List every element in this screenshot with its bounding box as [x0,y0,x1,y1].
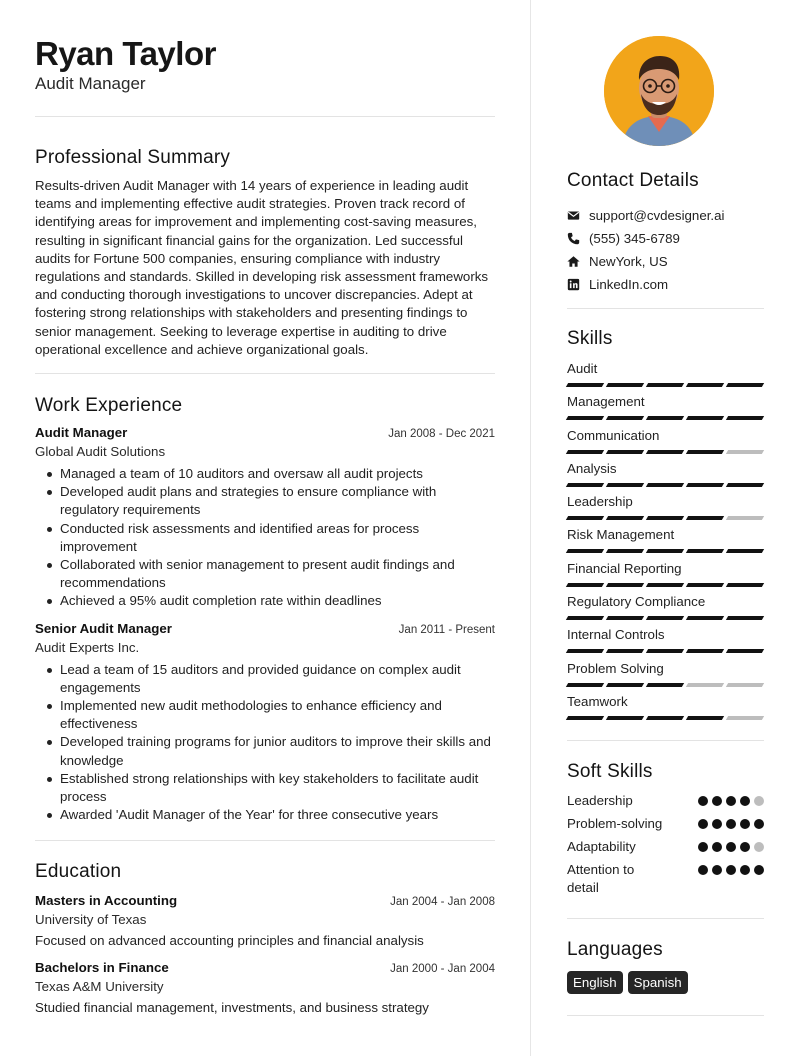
skills-heading: Skills [567,328,613,349]
divider [567,308,764,309]
degree-title: Masters in Accounting [35,893,178,909]
education-heading: Education [35,861,122,883]
skill-segment-filled [686,416,724,420]
profile-photo [604,36,714,146]
rating-dot-filled [712,819,722,829]
skill-segment-filled [726,549,764,553]
bullet-item: Awarded 'Audit Manager of the Year' for three consecutive years [35,806,495,824]
skill-segment-filled [646,716,684,720]
school-name: Texas A&M University [35,979,164,995]
skill-segment-filled [566,616,604,620]
soft-skills-heading: Soft Skills [567,761,653,782]
skill-segment-filled [606,516,644,520]
rating-dot-filled [740,865,750,875]
job-title: Senior Audit Manager [35,620,172,636]
contact-heading: Contact Details [567,170,699,191]
job-dates: Jan 2011 - Present [398,623,495,636]
skill-segment-filled [566,649,604,653]
skill-segment-empty [726,683,764,687]
avatar [604,36,714,146]
rating-dot-filled [712,865,722,875]
bullet-item: Lead a team of 15 auditors and provided guidance on complex audit engagements [35,661,495,697]
skill-item [567,527,764,560]
skill-segment-filled [606,716,644,720]
soft-skill-rating [698,838,764,852]
rating-dot-filled [698,819,708,829]
job-entry [35,621,495,825]
skill-name: Risk Management [567,527,675,543]
job-bullets [35,661,495,825]
rating-dot-filled [712,842,722,852]
skill-name: Regulatory Compliance [567,594,706,610]
divider [567,1015,764,1016]
skill-name: Internal Controls [567,627,665,643]
rating-dot-filled [740,819,750,829]
language-tag: Spanish [628,971,688,994]
contact-linkedin[interactable] [567,273,764,296]
skill-item [567,594,764,627]
main-column [35,36,495,1017]
skill-segment-filled [566,483,604,487]
soft-skill-item [567,838,764,856]
education-entry [35,893,495,950]
soft-skill-name: Adaptability [567,839,636,854]
contact-location [567,250,764,273]
column-divider [530,0,531,1056]
skill-level-bar [567,549,764,553]
skill-segment-filled [646,483,684,487]
envelope-icon [567,209,589,222]
skill-item [567,494,764,527]
rating-dot-filled [698,842,708,852]
soft-skill-name: Leadership [567,793,633,808]
skill-item [567,394,764,427]
soft-skill-rating [698,861,764,875]
skill-segment-filled [646,516,684,520]
skill-name: Teamwork [567,693,628,709]
skill-level-bar [567,583,764,587]
contact-list [567,204,764,296]
skill-segment-filled [606,383,644,387]
education-description: Studied financial management, investments, and business strategy [35,1000,429,1016]
skill-segment-filled [566,450,604,454]
skill-segment-filled [646,383,684,387]
skill-segment-filled [726,416,764,420]
skill-segment-filled [566,383,604,387]
skill-segment-filled [686,483,724,487]
skill-level-bar [567,383,764,387]
skill-segment-filled [566,716,604,720]
bullet-item: Conducted risk assessments and identified areas for process improvement [35,520,495,556]
skill-segment-filled [726,583,764,587]
rating-dot-empty [754,796,764,806]
skill-segment-filled [686,516,724,520]
linkedin-icon [567,278,589,291]
skill-segment-empty [726,516,764,520]
contact-phone[interactable] [567,227,764,250]
skill-segment-filled [606,549,644,553]
phone-icon [567,232,589,245]
skill-level-bar [567,683,764,687]
soft-skill-rating [698,792,764,806]
skill-segment-filled [606,683,644,687]
skill-name: Problem Solving [567,660,664,676]
job-title: Audit Manager [35,425,128,441]
bullet-item: Collaborated with senior management to present audit findings and recommendations [35,556,495,592]
bullet-item: Established strong relationships with key stakeholders to facilitate audit process [35,770,495,806]
skill-segment-filled [606,416,644,420]
summary-heading: Professional Summary [35,147,231,168]
skill-segment-filled [606,649,644,653]
skill-segment-empty [686,683,724,687]
skill-segment-filled [686,450,724,454]
skill-item [567,661,764,694]
rating-dot-filled [740,842,750,852]
education-dates: Jan 2004 - Jan 2008 [390,896,495,909]
bullet-item: Achieved a 95% audit completion rate within deadlines [35,592,495,610]
linkedin-text: LinkedIn.com [589,277,669,292]
skill-item [567,694,764,727]
skill-segment-filled [646,416,684,420]
languages-list [567,971,688,994]
rating-dot-filled [726,842,736,852]
skill-segment-filled [726,483,764,487]
skill-segment-filled [686,649,724,653]
job-dates: Jan 2008 - Dec 2021 [388,428,495,441]
email-text: support@cvdesigner.ai [589,208,725,223]
education-dates: Jan 2000 - Jan 2004 [390,963,495,976]
rating-dot-filled [698,865,708,875]
bullet-item: Developed training programs for junior auditors to improve their skills and knowledge [35,733,495,769]
skill-item [567,461,764,494]
bullet-item: Implemented new audit methodologies to enhance efficiency and effectiveness [35,697,495,733]
skill-item [567,561,764,594]
work-heading: Work Experience [35,395,183,417]
skill-name: Financial Reporting [567,560,682,576]
soft-skill-name: Problem-solving [567,816,663,831]
skill-item [567,361,764,394]
contact-email[interactable] [567,204,764,227]
skill-segment-filled [646,683,684,687]
school-name: University of Texas [35,912,147,928]
rating-dot-filled [712,796,722,806]
skill-segment-filled [726,383,764,387]
skill-segment-filled [606,450,644,454]
location-text: NewYork, US [589,254,668,269]
skill-level-bar [567,616,764,620]
skill-segment-filled [726,616,764,620]
rating-dot-empty [754,842,764,852]
candidate-title: Audit Manager [35,74,146,93]
divider [35,373,495,374]
skill-name: Audit [567,361,598,376]
skill-segment-filled [686,383,724,387]
skill-name: Analysis [567,460,617,476]
rating-dot-filled [726,819,736,829]
degree-title: Bachelors in Finance [35,960,169,976]
rating-dot-filled [754,819,764,829]
skill-segment-empty [726,450,764,454]
job-company: Audit Experts Inc. [35,639,140,655]
skill-segment-filled [646,549,684,553]
job-bullets [35,465,495,611]
divider [35,840,495,841]
skill-segment-filled [686,549,724,553]
soft-skills-list [567,792,764,902]
divider [567,918,764,919]
bullet-item: Managed a team of 10 auditors and oversaw all audit projects [35,465,495,483]
bullet-item: Developed audit plans and strategies to ensure compliance with regulatory requirements [35,483,495,519]
language-tag: English [567,971,623,994]
summary-text: Results-driven Audit Manager with 14 years of experience in leading audit teams and implementing effective audit strategies. Proven track record of identifying areas for improvement and implementing cost-saving measures, resulting in significant financial gains for the organization. Led successful audits for Fortune 500 companies, ensuring compliance with industry regulations and standards. Skilled in developing risk assessment frameworks and conducting thorough investigations to uncover discrepancies. Adept at fostering strong relationships with stakeholders and presenting findings to senior management. Seeking to leverage expertise in auditing to drive operational excellence and achieve organizational goals. [35,178,489,357]
skill-segment-filled [606,616,644,620]
rating-dot-filled [726,865,736,875]
job-entry [35,425,495,611]
skill-segment-filled [606,483,644,487]
skill-segment-filled [726,649,764,653]
candidate-name: Ryan Taylor [35,35,216,72]
skill-name: Communication [567,427,660,443]
skill-item [567,428,764,461]
job-company: Global Audit Solutions [35,444,166,460]
skill-segment-filled [566,583,604,587]
skill-segment-filled [646,583,684,587]
skill-level-bar [567,516,764,520]
skill-segment-filled [566,516,604,520]
skill-segment-filled [566,683,604,687]
skill-level-bar [567,483,764,487]
phone-text: (555) 345-6789 [589,231,680,246]
divider [35,116,495,117]
skill-level-bar [567,416,764,420]
rating-dot-filled [754,865,764,875]
languages-heading: Languages [567,939,663,960]
soft-skill-rating [698,815,764,829]
education-description: Focused on advanced accounting principles and financial analysis [35,933,424,949]
skill-segment-filled [566,416,604,420]
skill-segment-empty [726,716,764,720]
soft-skill-item [567,792,764,810]
skill-segment-filled [606,583,644,587]
skill-segment-filled [686,616,724,620]
skill-segment-filled [686,716,724,720]
home-icon [567,255,589,268]
skill-level-bar [567,716,764,720]
skill-segment-filled [646,616,684,620]
skills-list [567,361,764,727]
skill-segment-filled [646,450,684,454]
skill-segment-filled [686,583,724,587]
skill-name: Leadership [567,494,633,510]
education-entry [35,960,495,1017]
skill-segment-filled [566,549,604,553]
rating-dot-filled [740,796,750,806]
skill-item [567,627,764,660]
rating-dot-filled [698,796,708,806]
soft-skill-item [567,861,764,897]
skill-name: Management [567,394,645,410]
skill-level-bar [567,649,764,653]
divider [567,740,764,741]
skill-segment-filled [646,649,684,653]
skill-level-bar [567,450,764,454]
rating-dot-filled [726,796,736,806]
soft-skill-name: Attention to detail [567,862,635,895]
soft-skill-item [567,815,764,833]
